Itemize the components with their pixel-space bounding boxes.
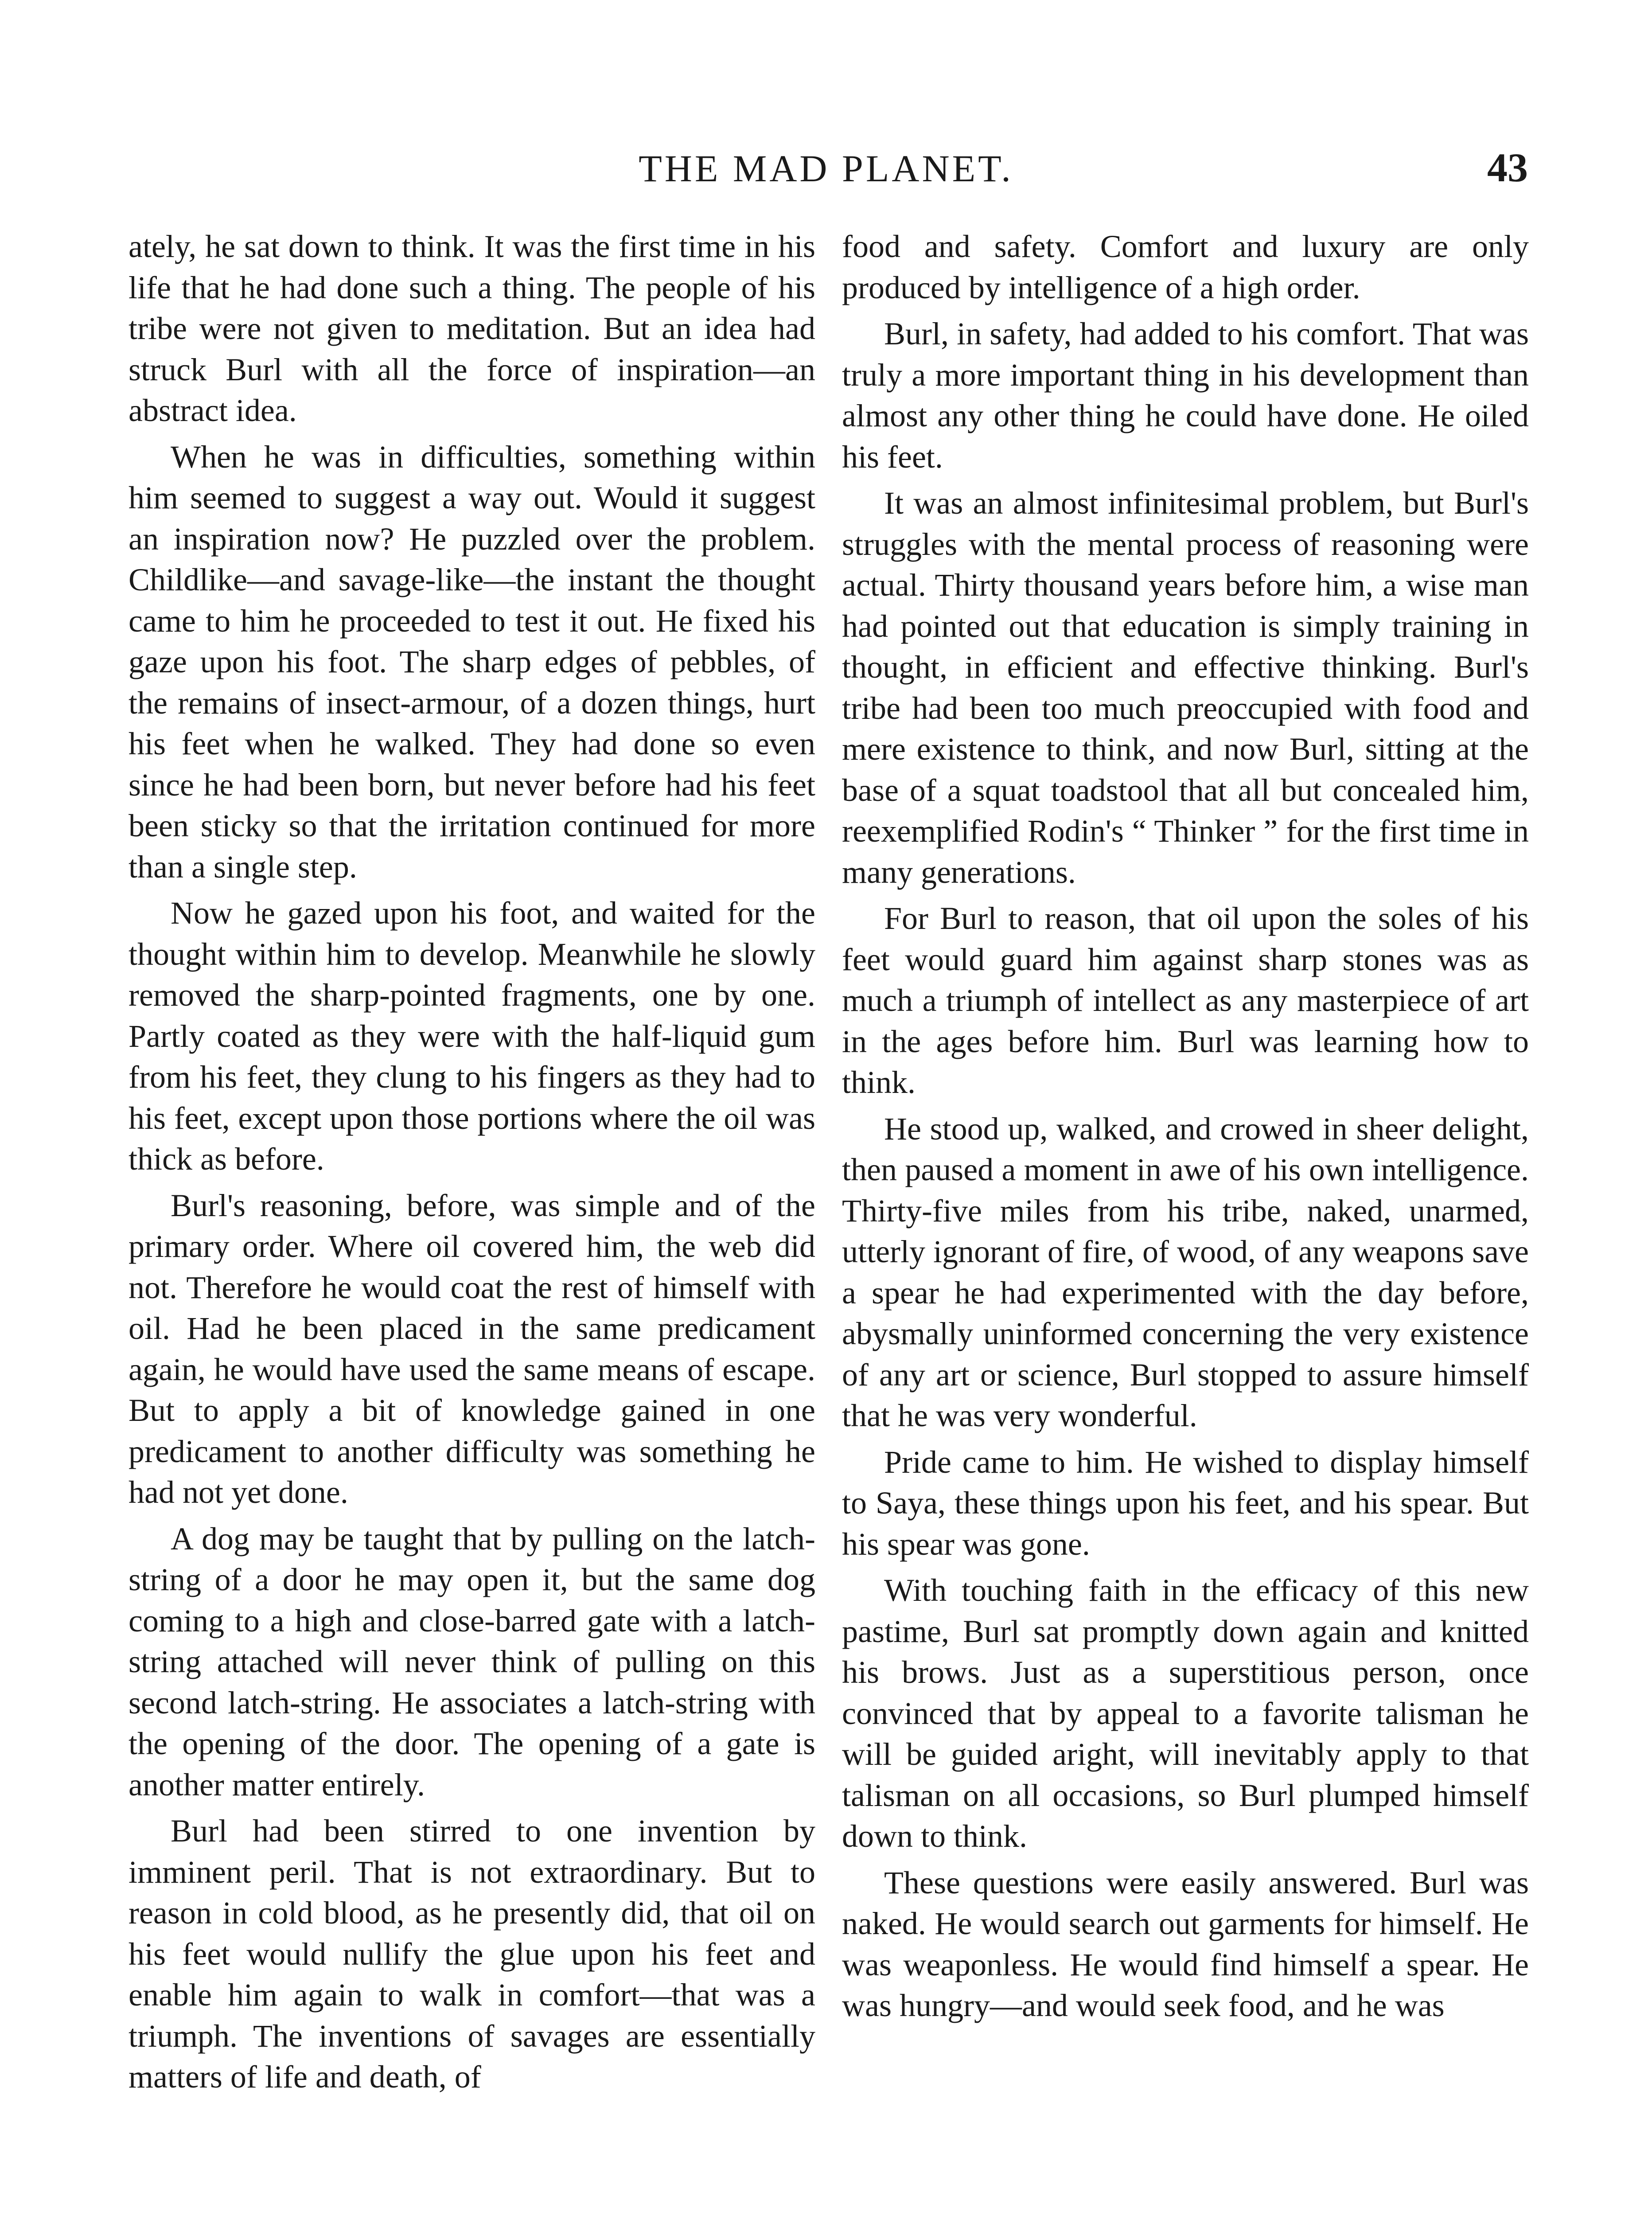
paragraph: A dog may be taught that by pulling on the latch-string of a door he may open it, but the same dog coming to a high and close-barred gate with a latch-string attached will never think of pulling on this second latch-string. He associates a latch-string with the opening of the door. The opening of a gate is another matter entirely. bbox=[129, 1521, 815, 1802]
paragraph: Now he gazed upon his foot, and waited for the thought within him to develop. Meanwhile he slowly removed the sharp-pointed fragments, one by one. Partly coated as they were with the half-liquid gum from his feet, they clung to his fingers as they had to his feet, except upon those portions where the oil was thick as before. bbox=[129, 895, 815, 1177]
paragraph: Burl, in safety, had added to his comfort. That was truly a more important thing in his development than almost any other thing he could have done. He oiled his feet. bbox=[842, 316, 1529, 475]
paragraph: For Burl to reason, that oil upon the soles of his feet would guard him against sharp stones was as much a triumph of intellect as any masterpiece of art in the ages before him. Burl was learning how to think. bbox=[842, 901, 1529, 1100]
paragraph: When he was in difficulties, something within him seemed to suggest a way out. Would it suggest an inspiration now? He puzzled over the problem. Childlike—and savage-like—the instant the thought came to him he proceeded to test it out. He fixed his gaze upon his foot. The sharp edges of pebbles, of the remains of insect-armour, of a dozen things, hurt his feet when he walked. They had done so even since he had been born, but never before had his feet been sticky so that the irritation continued for more than a single step. bbox=[129, 439, 815, 885]
paragraph: Burl's reasoning, before, was simple and of the primary order. Where oil covered him, the web did not. Therefore he would coat the rest of himself with oil. Had he been placed in the same predicament again, he would have used the same means of escape. But to apply a bit of knowledge gained in one predicament to another difficulty was something he had not yet done. bbox=[129, 1187, 815, 1510]
paragraph: Pride came to him. He wished to display himself to Saya, these things upon his feet, and his spear. But his spear was gone. bbox=[842, 1444, 1529, 1562]
paragraph: It was an almost infinitesimal problem, but Burl's struggles with the mental process of reasoning were actual. Thirty thousand years before him, a wise man had pointed out that education is simply training in thought, in efficient and effective thinking. Burl's tribe had been too much preoccupied with food and mere existence to think, and now Burl, sitting at the base of a squat toadstool that all but concealed him, reexemplified Rodin's “ Thinker ” for the first time in many generations. bbox=[842, 485, 1529, 890]
paragraph: These questions were easily answered. Burl was naked. He would search out garments for himself. He was weaponless. He would find himself a spear. He was hungry—and would seek food, and he was bbox=[842, 1865, 1529, 2023]
page-number: 43 bbox=[1487, 145, 1528, 190]
left-column bbox=[129, 226, 815, 2103]
paragraph: food and safety. Comfort and luxury are only produced by intelligence of a high order. bbox=[842, 229, 1529, 305]
paragraph: With touching faith in the efficacy of this new pastime, Burl sat promptly down again and knitted his brows. Just as a superstitious person, once convinced that by appeal to a favorite talisman he will be guided aright, will inevitably apply to that talisman on all occasions, so Burl plumped himself down to think. bbox=[842, 1572, 1529, 1854]
paragraph: He stood up, walked, and crowed in sheer delight, then paused a moment in awe of his own intelligence. Thirty-five miles from his tribe, naked, unarmed, utterly ignorant of fire, of wood, of any weapons save a spear he had experimented with the day before, abysmally uninformed concerning the very existence of any art or science, Burl stopped to assure himself that he was very wonderful. bbox=[842, 1111, 1529, 1433]
paragraph: ately, he sat down to think. It was the first time in his life that he had done such a thing. The people of his tribe were not given to meditation. But an idea had struck Burl with all the force of inspiration—an abstract idea. bbox=[129, 229, 815, 428]
paragraph: Burl had been stirred to one invention by imminent peril. That is not extraordinary. But to reason in cold blood, as he presently did, that oil on his feet would nullify the glue upon his feet and enable him again to walk in comfort—that was a triumph. The inventions of savages are essentially matters of life and death, of bbox=[129, 1813, 815, 2095]
running-header-title: THE MAD PLANET. bbox=[639, 147, 1013, 190]
right-column bbox=[842, 226, 1529, 2032]
